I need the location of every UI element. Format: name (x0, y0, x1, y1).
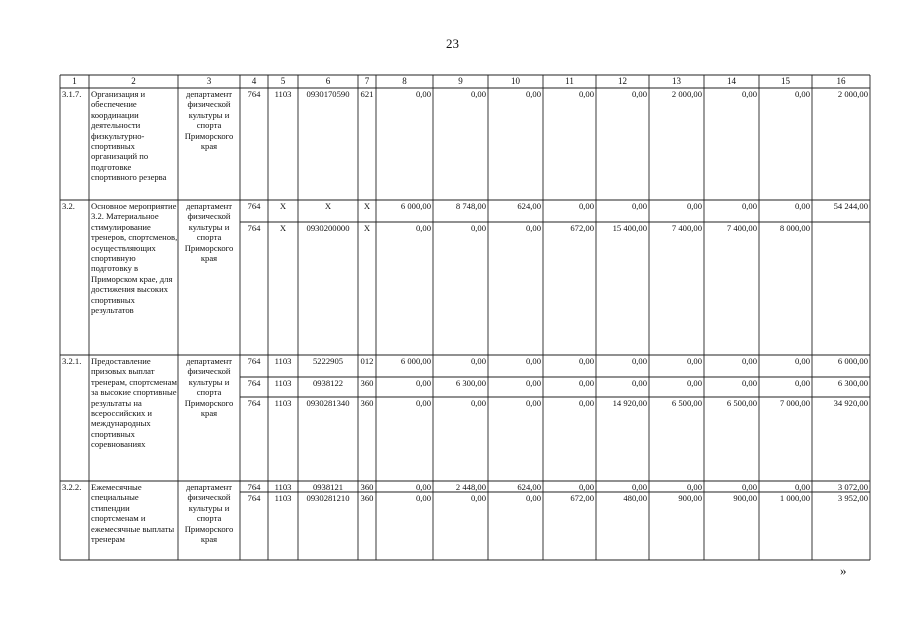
amount-cell: 672,00 (570, 493, 594, 503)
amount-cell: 6 000,00 (837, 356, 868, 366)
amount-cell: 6 500,00 (726, 398, 757, 408)
amount-cell: 34 920,00 (833, 398, 868, 408)
grbs-code: 764 (247, 223, 261, 233)
target-article-code: 0930281210 (306, 493, 350, 503)
target-article-code: 0938121 (312, 482, 344, 492)
amount-cell: 3 072,00 (837, 482, 868, 492)
amount-cell: 0,00 (415, 223, 431, 233)
amount-cell: 0,00 (525, 378, 541, 388)
row-executor: департамент физической культуры и спорта Приморского края (184, 89, 234, 152)
amount-cell: 0,00 (470, 356, 486, 366)
target-article-code: Х (324, 201, 332, 211)
amount-cell: 0,00 (741, 356, 757, 366)
section-code: 1103 (274, 398, 292, 408)
amount-cell: 0,00 (794, 378, 810, 388)
column-header: 5 (280, 76, 286, 86)
amount-cell: 6 000,00 (400, 356, 431, 366)
amount-cell: 0,00 (578, 356, 594, 366)
amount-cell: 0,00 (415, 493, 431, 503)
amount-cell: 0,00 (741, 201, 757, 211)
column-header: 14 (727, 76, 736, 86)
amount-cell: 0,00 (470, 89, 486, 99)
amount-cell: 0,00 (794, 89, 810, 99)
column-header: 16 (836, 76, 846, 86)
section-code: Х (279, 201, 287, 211)
expense-type-code: Х (363, 201, 371, 211)
expense-type-code: 360 (360, 378, 374, 388)
amount-cell: 0,00 (686, 201, 702, 211)
amount-cell: 0,00 (415, 89, 431, 99)
row-executor: департамент физической культуры и спорта Приморского края (184, 356, 234, 419)
amount-cell: 0,00 (686, 482, 702, 492)
row-name: Предоставление призовых выплат тренерам, спортсменам за высокие спортивные результаты на всероссийских и международных спортивных соревнованиях (91, 356, 177, 450)
amount-cell: 0,00 (470, 398, 486, 408)
amount-cell: 15 400,00 (612, 223, 647, 233)
amount-cell: 0,00 (686, 356, 702, 366)
column-header: 9 (458, 76, 463, 86)
target-article-code: 0930170590 (306, 89, 350, 99)
column-header: 11 (565, 76, 574, 86)
row-id: 3.1.7. (62, 89, 82, 99)
row-id: 3.2. (62, 201, 75, 211)
amount-cell: 0,00 (686, 378, 702, 388)
column-header: 3 (206, 76, 212, 86)
column-header: 10 (511, 76, 520, 86)
amount-cell: 0,00 (631, 201, 647, 211)
amount-cell (812, 223, 870, 234)
row-executor: департамент физической культуры и спорта Приморского края (184, 201, 234, 264)
amount-cell: 480,00 (623, 493, 647, 503)
expense-type-code: 360 (360, 482, 374, 492)
expense-type-code: 012 (360, 356, 374, 366)
row-executor: департамент физической культуры и спорта Приморского края (184, 482, 234, 545)
column-header: 13 (672, 76, 681, 86)
amount-cell: 0,00 (578, 89, 594, 99)
section-code: 1103 (274, 89, 292, 99)
amount-cell: 2 000,00 (671, 89, 702, 99)
column-header: 6 (325, 76, 331, 86)
column-header: 8 (402, 76, 407, 86)
amount-cell: 0,00 (415, 398, 431, 408)
section-code: 1103 (274, 356, 292, 366)
amount-cell: 8 748,00 (455, 201, 486, 211)
amount-cell: 6 000,00 (400, 201, 431, 211)
row-name: Организация и обеспечение координации деятельности физкультурно-спортивных организаций по подготовке спортивного резерва (91, 89, 167, 183)
amount-cell: 3 952,00 (837, 493, 868, 503)
amount-cell: 900,00 (733, 493, 757, 503)
amount-cell: 0,00 (794, 201, 810, 211)
amount-cell: 2 448,00 (455, 482, 486, 492)
section-code: 1103 (274, 493, 292, 503)
target-article-code: 0930281340 (306, 398, 350, 408)
amount-cell: 8 000,00 (779, 223, 810, 233)
grbs-code: 764 (247, 89, 261, 99)
amount-cell: 7 000,00 (779, 398, 810, 408)
amount-cell: 0,00 (741, 89, 757, 99)
column-header: 1 (72, 76, 77, 86)
grbs-code: 764 (247, 493, 261, 503)
amount-cell: 0,00 (578, 378, 594, 388)
amount-cell: 0,00 (578, 201, 594, 211)
amount-cell: 0,00 (525, 398, 541, 408)
amount-cell: 624,00 (517, 201, 541, 211)
amount-cell: 7 400,00 (671, 223, 702, 233)
amount-cell: 0,00 (578, 398, 594, 408)
amount-cell: 0,00 (631, 378, 647, 388)
grbs-code: 764 (247, 356, 261, 366)
column-header: 7 (364, 76, 370, 86)
amount-cell: 6 300,00 (837, 378, 868, 388)
amount-cell: 1 000,00 (779, 493, 810, 503)
target-article-code: 5222905 (312, 356, 344, 366)
grbs-code: 764 (247, 378, 261, 388)
amount-cell: 0,00 (631, 482, 647, 492)
expense-type-code: 621 (360, 89, 374, 99)
amount-cell: 0,00 (525, 223, 541, 233)
section-code: 1103 (274, 482, 292, 492)
amount-cell: 0,00 (470, 493, 486, 503)
expense-type-code: 360 (360, 493, 374, 503)
row-name: Ежемесячные специальные стипендии спортсменам и ежемесячные выплаты тренерам (91, 482, 175, 545)
amount-cell: 0,00 (794, 356, 810, 366)
row-id: 3.2.2. (62, 482, 82, 492)
amount-cell: 2 000,00 (837, 89, 868, 99)
row-name: Основное мероприятие 3.2. Материальное стимулирование тренеров, спортсменов, осуществляющих спортивную подготовку в Приморском крае, для достижения высоких спортивных результатов (91, 201, 178, 316)
amount-cell: 0,00 (794, 482, 810, 492)
target-article-code: 0938122 (312, 378, 344, 388)
target-article-code: 0930200000 (306, 223, 350, 233)
grbs-code: 764 (247, 398, 261, 408)
amount-cell: 0,00 (578, 482, 594, 492)
row-id: 3.2.1. (62, 356, 82, 366)
amount-cell: 0,00 (470, 223, 486, 233)
amount-cell: 0,00 (415, 378, 431, 388)
amount-cell: 6 500,00 (671, 398, 702, 408)
column-header: 4 (251, 76, 257, 86)
amount-cell: 0,00 (415, 482, 431, 492)
amount-cell: 0,00 (741, 378, 757, 388)
amount-cell: 672,00 (570, 223, 594, 233)
amount-cell: 0,00 (631, 356, 647, 366)
amount-cell: 0,00 (525, 356, 541, 366)
column-header: 15 (781, 76, 790, 86)
expense-type-code: Х (363, 223, 371, 233)
section-code: 1103 (274, 378, 292, 388)
column-header: 2 (131, 76, 136, 86)
section-code: Х (279, 223, 287, 233)
amount-cell: 6 300,00 (455, 378, 486, 388)
page-number: 23 (446, 36, 459, 51)
amount-cell: 14 920,00 (612, 398, 647, 408)
grbs-code: 764 (247, 482, 261, 492)
column-header: 12 (618, 76, 627, 86)
amount-cell: 0,00 (741, 482, 757, 492)
amount-cell: 0,00 (525, 89, 541, 99)
amount-cell: 0,00 (631, 89, 647, 99)
amount-cell: 54 244,00 (833, 201, 868, 211)
amount-cell: 624,00 (517, 482, 541, 492)
expense-type-code: 360 (360, 398, 374, 408)
amount-cell: 0,00 (525, 493, 541, 503)
closing-quote-mark: » (840, 563, 847, 578)
amount-cell: 900,00 (678, 493, 702, 503)
grbs-code: 764 (247, 201, 261, 211)
amount-cell: 7 400,00 (726, 223, 757, 233)
